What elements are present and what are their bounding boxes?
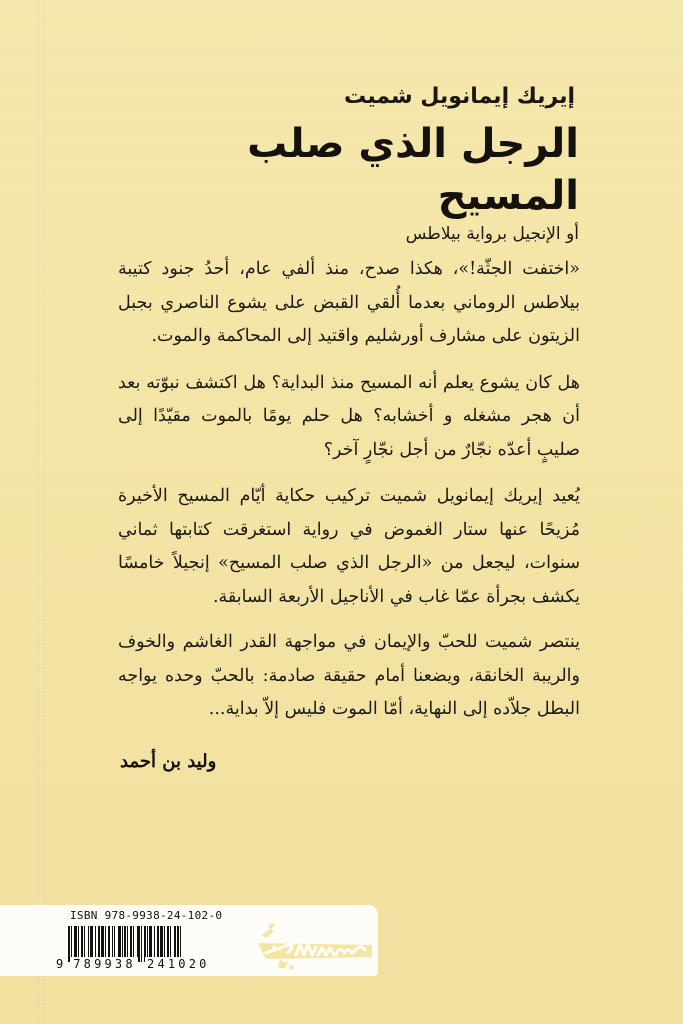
barcode-group-right: 241020 (147, 957, 210, 971)
barcode-lead-digit: 9 (56, 957, 64, 971)
isbn-label: ISBN 978-9938-24-102-0 (70, 909, 223, 922)
spine-hinge (38, 0, 43, 1024)
book-subtitle: أو الإنجيل برواية بيلاطس (405, 224, 579, 244)
publisher-logo-icon (244, 905, 380, 976)
blurb-paragraph: «اختفت الجثّة!»، هكذا صدح، منذ ألفي عام، أحدُ جنود كتيبة بيلاطس الروماني بعدما أُلقي القبض على يشوع الناصري بجبل الزيتون على مشارف أورشليم واقتيد إلى المحاكمة والموت. (118, 259, 580, 346)
barcode-group-left: 789938 (73, 957, 136, 971)
blurb-paragraph: هل كان يشوع يعلم أنه المسيح منذ البداية؟ هل اكتشف نبوّته بعد أن هجر مشغله و أخشابه؟ هل حلم يومًا بالموت مقيّدًا إلى صليبٍ أعدّه نجّارٌ من أجل نجّارٍ آخر؟ (118, 372, 580, 460)
blurb-text (118, 253, 580, 740)
author-name: إيريك إيمانويل شميت (344, 84, 575, 109)
barcode-digits (56, 957, 212, 971)
blurb-paragraph: ينتصر شميت للحبّ والإيمان في مواجهة القدر الغاشم والخوف والريبة الخانقة، ويضعنا أمام حقيقة صادمة: بالحبّ وحده يواجه البطل جلاّده إلى النهاية، أمّا الموت فليس إلاّ بداية... (118, 632, 580, 719)
blurb-signature: وليد بن أحمد (120, 751, 217, 772)
book-title: الرجل الذي صلب المسيح (247, 121, 579, 219)
blurb-paragraph: يُعيد إيريك إيمانويل شميت تركيب حكاية أيّام المسيح الأخيرة مُزيحًا عنها ستار الغموض في رواية استغرقت كتابتها ثماني سنوات، ليجعل من «الرجل الذي صلب المسيح» إنجيلاً خامسًا يكشف بجرأة عمّا غاب في الأناجيل الأربعة السابقة. (118, 486, 580, 607)
cover-header (239, 82, 579, 246)
